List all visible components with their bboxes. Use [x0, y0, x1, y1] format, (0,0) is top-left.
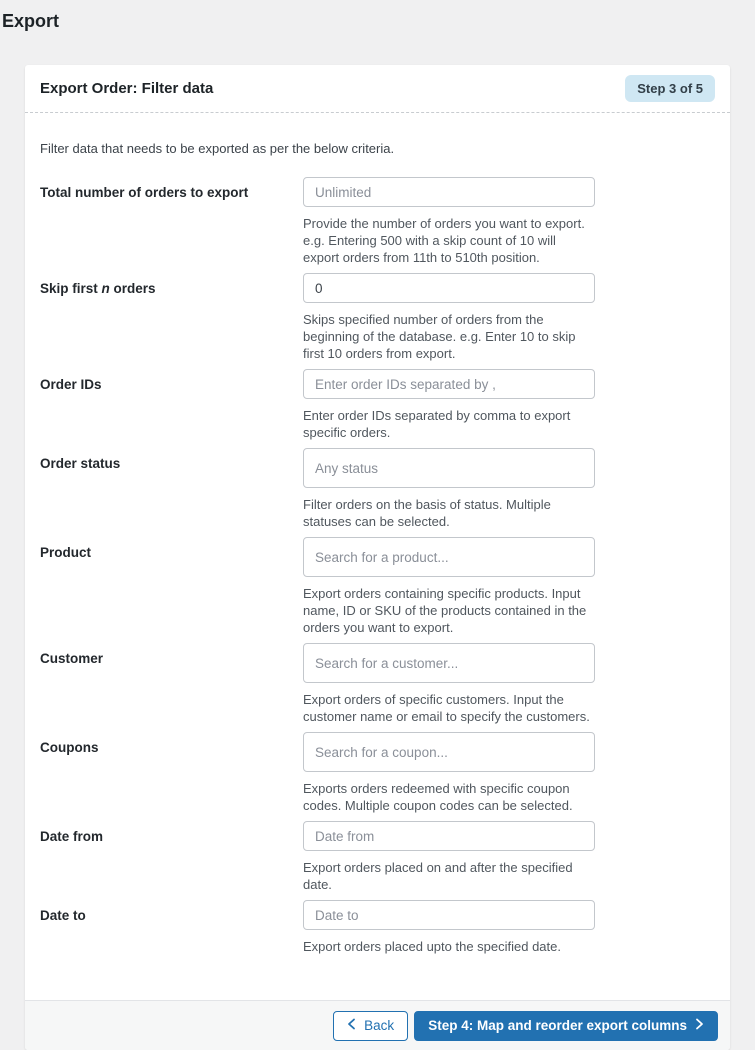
order-ids-label: Order IDs	[40, 377, 102, 392]
skip-orders-label	[40, 273, 303, 362]
order-ids-input[interactable]	[303, 369, 595, 399]
card-body	[25, 139, 730, 1000]
field-row-order-status	[40, 448, 715, 530]
order-ids-control	[303, 369, 595, 441]
field-row-coupons	[40, 732, 715, 814]
intro-text: Filter data that needs to be exported as per the below criteria.	[40, 141, 395, 156]
step-badge: Step 3 of 5	[625, 75, 715, 102]
card-header	[25, 65, 730, 113]
field-row-customer	[40, 643, 715, 725]
back-button[interactable]	[333, 1011, 408, 1041]
field-row-product	[40, 537, 715, 636]
customer-search-input[interactable]	[303, 643, 595, 683]
customer-help: Export orders of specific customers. Input the customer name or email to specify the customers.	[303, 692, 590, 724]
order-ids-help: Enter order IDs separated by comma to export specific orders.	[303, 408, 571, 440]
field-row-date-to	[40, 900, 715, 955]
coupons-help: Exports orders redeemed with specific coupon codes. Multiple coupon codes can be selected.	[303, 781, 573, 813]
product-control	[303, 537, 595, 636]
field-row-order-ids	[40, 369, 715, 441]
next-step-button[interactable]	[414, 1011, 718, 1041]
date-to-control	[303, 900, 595, 955]
skip-orders-control	[303, 273, 595, 362]
field-row-skip-orders	[40, 273, 715, 362]
chevron-right-icon	[695, 1018, 704, 1033]
product-search-input[interactable]	[303, 537, 595, 577]
date-from-control	[303, 821, 595, 893]
date-to-input[interactable]	[303, 900, 595, 930]
skip-orders-label-suffix: orders	[109, 281, 156, 296]
product-help: Export orders containing specific products. Input name, ID or SKU of the products contained in the orders you want to export.	[303, 586, 587, 635]
date-from-help: Export orders placed on and after the specified date.	[303, 860, 573, 892]
date-from-input[interactable]	[303, 821, 595, 851]
order-status-control	[303, 448, 595, 530]
skip-orders-help: Skips specified number of orders from the beginning of the database. e.g. Enter 10 to skip first 10 orders from export.	[303, 312, 576, 361]
coupons-control	[303, 732, 595, 814]
skip-orders-label-n: n	[101, 281, 110, 296]
card-title: Export Order: Filter data	[40, 80, 214, 97]
total-orders-control	[303, 177, 595, 266]
date-to-help: Export orders placed upto the specified date.	[303, 939, 561, 954]
total-orders-input[interactable]	[303, 177, 595, 207]
back-button-label: Back	[364, 1018, 395, 1033]
order-status-select[interactable]	[303, 448, 595, 488]
date-to-label: Date to	[40, 908, 86, 923]
skip-orders-input[interactable]	[303, 273, 595, 303]
page-title: Export	[2, 11, 60, 31]
customer-label: Customer	[40, 651, 104, 666]
total-orders-label: Total number of orders to export	[40, 185, 249, 200]
date-from-label: Date from	[40, 829, 104, 844]
chevron-left-icon	[347, 1018, 356, 1033]
next-step-button-label: Step 4: Map and reorder export columns	[428, 1018, 687, 1033]
total-orders-help: Provide the number of orders you want to export. e.g. Entering 500 with a skip count of 10 will export orders from 11th to 510th position.	[303, 216, 585, 265]
customer-control	[303, 643, 595, 725]
export-wizard-card	[25, 65, 730, 1050]
order-status-label: Order status	[40, 456, 121, 471]
coupon-search-input[interactable]	[303, 732, 595, 772]
product-label: Product	[40, 545, 92, 560]
card-footer	[25, 1000, 730, 1050]
field-row-date-from	[40, 821, 715, 893]
field-row-total-orders	[40, 177, 715, 266]
coupons-label: Coupons	[40, 740, 99, 755]
order-status-help: Filter orders on the basis of status. Multiple statuses can be selected.	[303, 497, 551, 529]
skip-orders-label-prefix: Skip first	[40, 281, 102, 296]
